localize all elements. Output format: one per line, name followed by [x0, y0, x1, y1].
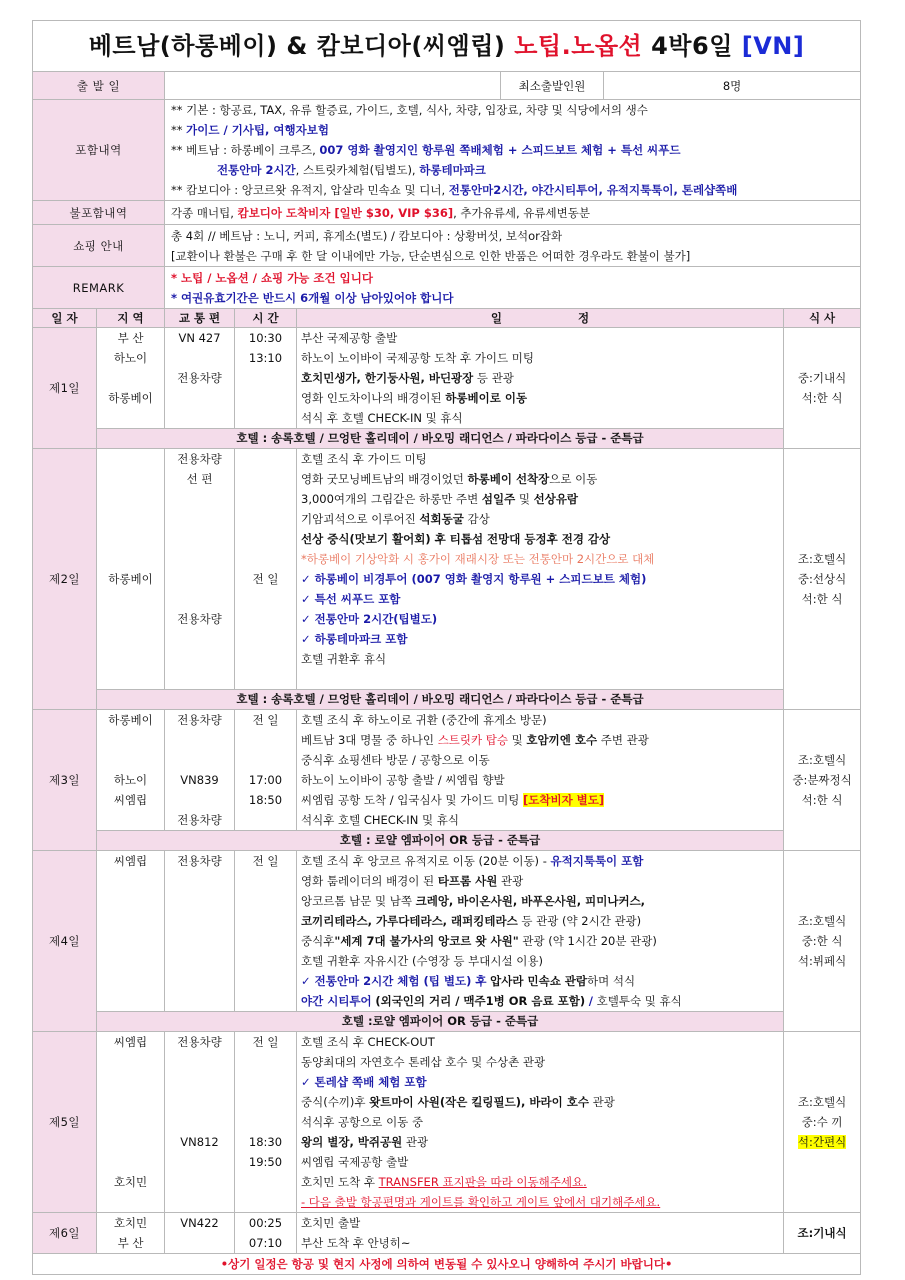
region-cell-line — [101, 750, 160, 770]
header-day: 일 자 — [33, 309, 97, 328]
title-airline: [VN] — [741, 32, 805, 60]
time-cell-line — [239, 1052, 292, 1072]
meal-line: 조:기내식 — [797, 1226, 847, 1240]
schedule-cell — [297, 1213, 784, 1254]
region-cell-line — [101, 1152, 160, 1172]
shopping-line: [교환이나 환불은 구매 후 한 달 이내에만 가능, 단순변심으로 인한 반품은 어떠한 경우라도 환불이 불가] — [171, 248, 691, 263]
schedule-line: 기암괴석으로 이루어진 석회동굴 감상 — [301, 512, 490, 526]
time-cell-line — [239, 951, 292, 971]
transport-cell-line: VN812 — [180, 1135, 219, 1149]
meal-cell — [784, 1213, 861, 1254]
time-cell — [235, 328, 297, 429]
time-cell-line — [239, 1092, 292, 1112]
meal-line: 중:수 끼 — [801, 1115, 843, 1129]
transport-cell-line — [169, 931, 230, 951]
transport-cell-line — [169, 529, 230, 549]
meal-line: 석:간편식 — [797, 1135, 847, 1149]
transport-cell-line — [169, 871, 230, 891]
time-cell-line — [239, 489, 292, 509]
region-cell-line: 하롱베이 — [108, 391, 153, 405]
schedule-cell — [297, 1032, 784, 1213]
time-cell-line — [239, 469, 292, 489]
time-cell-line — [239, 730, 292, 750]
inclusion-line: ** 기본 : 항공료, TAX, 유류 할증료, 가이드, 호텔, 식사, 차량, 입장료, 차량 및 식당에서의 생수 — [171, 103, 648, 117]
meal-cell — [784, 851, 861, 1032]
hotel-row — [33, 1012, 861, 1032]
transport-cell-line — [169, 388, 230, 408]
transport-cell-line: 전용차량 — [177, 813, 222, 827]
footer-notice: •상기 일정은 항공 및 현지 사정에 의하여 변동될 수 있사오니 양해하여 주시기 바랍니다• — [33, 1254, 861, 1275]
schedule-line: ✓ 톤레샵 쪽배 체험 포함 — [301, 1075, 427, 1089]
schedule-line: 영화 굿모닝베트남의 배경이었던 하롱베이 선착장으로 이동 — [301, 472, 598, 486]
time-cell-line — [239, 1112, 292, 1132]
hotel-row — [33, 831, 861, 851]
time-cell-line — [239, 891, 292, 911]
schedule-line: 선상 중식(맛보기 활어회) 후 티톱섬 전망대 등정후 전경 감상 — [301, 532, 611, 546]
transport-cell-line — [169, 1172, 230, 1192]
region-cell — [97, 851, 165, 1012]
day-label: 제3일 — [33, 710, 97, 851]
time-cell-line: 전 일 — [252, 572, 279, 586]
schedule-line: 호텔 조식 후 CHECK-OUT — [301, 1035, 435, 1049]
meal-cell — [784, 449, 861, 710]
region-cell-line — [101, 489, 160, 509]
transport-cell-line — [169, 549, 230, 569]
transport-cell-line: 전용차량 — [177, 612, 222, 626]
time-cell-line: 17:00 — [248, 773, 283, 787]
schedule-line: 호텔 조식 후 앙코르 유적지로 이동 (20분 이동) - 유적지툭툭이 포함 — [301, 854, 644, 868]
exclusions-text: 각종 매너팁, 캄보디아 도착비자 [일반 $30, VIP $36], 추가유류세, 유류세변동분 — [165, 201, 861, 225]
day-label: 제6일 — [33, 1213, 97, 1254]
time-cell-line: 전 일 — [252, 854, 279, 868]
transport-cell-line: 전용차량 — [177, 1035, 222, 1049]
region-cell-line — [101, 368, 160, 388]
meal-line: 중:분짜정식 — [792, 773, 852, 787]
hotel-row — [33, 429, 861, 449]
schedule-line: - 다음 출발 항공편명과 게이트를 확인하고 게이트 앞에서 대기해주세요. — [301, 1195, 661, 1209]
schedule-line: 중식(수끼)후 왓트마이 사원(작은 킬링필드), 바라이 호수 관광 — [301, 1095, 615, 1109]
day-row — [33, 851, 861, 1012]
region-cell-line: 부 산 — [117, 1236, 144, 1250]
schedule-line: 왕의 별장, 박쥐공원 관광 — [301, 1135, 429, 1149]
time-cell-line — [239, 609, 292, 629]
remark-line: * 노팁 / 노옵션 / 쇼핑 가능 조건 입니다 — [171, 270, 373, 285]
meal-line: 중:기내식 — [797, 371, 847, 385]
region-cell-line: 씨엠립 — [113, 854, 148, 868]
time-cell-line: 07:10 — [248, 1236, 283, 1250]
inclusion-line: ** 가이드 / 기사팁, 여행자보험 — [171, 123, 329, 137]
day-row — [33, 449, 861, 690]
schedule-line: 중식후 쇼핑센타 방문 / 공항으로 이동 — [301, 753, 490, 767]
time-cell-line — [239, 388, 292, 408]
region-cell-line — [101, 509, 160, 529]
time-cell-line: 18:50 — [248, 793, 283, 807]
time-cell — [235, 1213, 297, 1254]
time-cell-line — [239, 911, 292, 931]
time-cell-line — [239, 368, 292, 388]
time-cell — [235, 710, 297, 831]
header-region: 지 역 — [97, 309, 165, 328]
header-schedule: 일 정 — [297, 309, 784, 328]
transport-cell-line — [169, 951, 230, 971]
schedule-line: ✓ 전통안마 2시간(팁별도) — [301, 612, 438, 626]
day-label: 제2일 — [33, 449, 97, 710]
schedule-cell — [297, 710, 784, 831]
time-cell-line: 전 일 — [252, 713, 279, 727]
hotel-info: 호텔 : 로얄 엠파이어 OR 등급 - 준특급 — [97, 831, 784, 851]
region-cell-line — [101, 810, 160, 830]
schedule-cell — [297, 449, 784, 690]
exclusions-label: 불포함내역 — [33, 201, 165, 225]
inclusions-label: 포함내역 — [33, 100, 165, 201]
meal-cell — [784, 328, 861, 449]
region-cell-line: 하롱베이 — [108, 713, 153, 727]
region-cell-line — [101, 1092, 160, 1112]
time-cell-line — [239, 589, 292, 609]
transport-cell-line — [169, 669, 230, 689]
time-cell-line — [239, 931, 292, 951]
time-cell-line — [239, 529, 292, 549]
region-cell-line — [101, 469, 160, 489]
schedule-line: 코끼리테라스, 가루다테라스, 래퍼킹테라스 등 관광 (약 2시간 관광) — [301, 914, 642, 928]
remark-text — [165, 267, 861, 309]
meal-line: 석:한 식 — [801, 391, 843, 405]
transport-cell-line: VN 427 — [178, 331, 221, 345]
time-cell — [235, 1032, 297, 1213]
schedule-line: 호치민 출발 — [301, 1216, 361, 1230]
transport-cell-line — [169, 750, 230, 770]
region-cell-line — [101, 549, 160, 569]
transport-cell-line — [169, 589, 230, 609]
schedule-line: 부산 도착 후 안녕히~ — [301, 1236, 411, 1250]
hotel-info: 호텔 : 송록호텔 / 므엉탄 홀리데이 / 바오밍 래디언스 / 파라다이스 등급 - 준특급 — [97, 690, 784, 710]
time-cell-line — [239, 991, 292, 1011]
schedule-line: 하노이 노이바이 공항 출발 / 씨엠립 향발 — [301, 773, 505, 787]
time-cell-line — [239, 750, 292, 770]
hotel-info: 호텔 : 송록호텔 / 므엉탄 홀리데이 / 바오밍 래디언스 / 파라다이스 등급 - 준특급 — [97, 429, 784, 449]
time-cell-line — [239, 649, 292, 669]
region-cell-line — [101, 911, 160, 931]
transport-cell-line — [169, 569, 230, 589]
day-row — [33, 1213, 861, 1254]
transport-cell-line: 전용차량 — [177, 713, 222, 727]
schedule-line: 동양최대의 자연호수 톤레삽 호수 및 수상촌 관광 — [301, 1055, 546, 1069]
meal-cell — [784, 710, 861, 851]
region-cell-line — [101, 1072, 160, 1092]
transport-cell-line — [169, 1112, 230, 1132]
transport-cell-line — [169, 730, 230, 750]
schedule-line: 호치민 도착 후 TRANSFER 표지판을 따라 이동해주세요. — [301, 1175, 587, 1189]
transport-cell-line — [169, 1092, 230, 1112]
region-cell-line — [101, 669, 160, 689]
schedule-line: ✓ 하롱테마파크 포함 — [301, 632, 408, 646]
shopping-line: 총 4회 // 베트남 : 노니, 커피, 휴게소(별도) / 캄보디아 : 상황버섯, 보석or잡화 — [171, 228, 563, 243]
transport-cell — [165, 1032, 235, 1213]
time-cell-line — [239, 509, 292, 529]
transport-cell — [165, 449, 235, 690]
region-cell-line — [101, 589, 160, 609]
schedule-line: 야간 시티투어 (외국인의 거리 / 맥주1병 OR 음료 포함) / 호텔투숙 및 휴식 — [301, 994, 682, 1008]
hotel-row — [33, 690, 861, 710]
transport-cell-line: 전용차량 — [177, 371, 222, 385]
region-cell-line — [101, 1112, 160, 1132]
time-cell-line — [239, 449, 292, 469]
transport-cell — [165, 328, 235, 429]
remark-line: * 여권유효기간은 반드시 6개월 이상 남아있어야 합니다 — [171, 290, 454, 305]
region-cell-line — [101, 971, 160, 991]
schedule-line: ✓ 특선 씨푸드 포함 — [301, 592, 401, 606]
transport-cell-line — [169, 790, 230, 810]
transport-cell-line — [169, 891, 230, 911]
transport-cell-line — [169, 348, 230, 368]
meal-line: 조:호텔식 — [797, 1095, 847, 1109]
schedule-cell — [297, 851, 784, 1012]
day-row — [33, 710, 861, 831]
region-cell-line: 하노이 — [113, 773, 148, 787]
time-cell-line — [239, 810, 292, 830]
inclusion-line: ** 베트남 : 하롱베이 크루즈, 007 영화 촬영지인 항루원 쪽배체험 + 스피드보트 체험 + 특선 씨푸드 — [171, 143, 681, 157]
schedule-cell — [297, 328, 784, 429]
region-cell-line — [101, 449, 160, 469]
time-cell-line: 13:10 — [248, 351, 283, 365]
title-duration: 4박6일 — [651, 32, 733, 60]
schedule-line: 하노이 노이바이 국제공항 도착 후 가이드 미팅 — [301, 351, 535, 365]
transport-cell-line — [169, 1052, 230, 1072]
itinerary-table — [32, 20, 861, 1275]
region-cell-line — [101, 730, 160, 750]
region-cell-line: 씨엠립 — [113, 793, 148, 807]
meal-line: 석:뷔페식 — [797, 954, 847, 968]
schedule-line: ✓ 하롱베이 비경투어 (007 영화 촬영지 항루원 + 스피드보트 체험) — [301, 572, 647, 586]
region-cell-line: 부 산 — [117, 331, 144, 345]
meal-line: 석:한 식 — [801, 793, 843, 807]
transport-cell — [165, 1213, 235, 1254]
region-cell-line — [101, 991, 160, 1011]
time-cell-line: 19:50 — [248, 1155, 283, 1169]
meal-line: 석:한 식 — [801, 592, 843, 606]
min-people-value: 8명 — [604, 72, 861, 100]
time-cell-line — [239, 629, 292, 649]
region-cell-line: 씨엠립 — [113, 1035, 148, 1049]
time-cell-line: 10:30 — [248, 331, 283, 345]
time-cell-line: 전 일 — [252, 1035, 279, 1049]
region-cell-line: 하롱베이 — [108, 572, 153, 586]
day-row — [33, 328, 861, 429]
day-label: 제5일 — [33, 1032, 97, 1213]
transport-cell-line: 전용차량 — [177, 854, 222, 868]
meal-cell — [784, 1032, 861, 1213]
inclusion-line: 전통안마 2시간, 스트릿카체험(팁별도), 하롱테마파크 — [217, 163, 486, 177]
day-label: 제1일 — [33, 328, 97, 449]
time-cell-line — [239, 1172, 292, 1192]
schedule-line: 호텔 조식 후 하노이로 귀환 (중간에 휴게소 방문) — [301, 713, 547, 727]
hotel-info: 호텔 :로얄 엠파이어 OR 등급 - 준특급 — [97, 1012, 784, 1032]
transport-cell-line — [169, 408, 230, 428]
schedule-line: 영화 인도차이나의 배경이된 하롱베이로 이동 — [301, 391, 528, 405]
remark-label: REMARK — [33, 267, 165, 309]
schedule-line: *하롱베이 기상악화 시 홍가이 재래시장 또는 전통안마 2시간으로 대체 — [301, 552, 655, 566]
region-cell-line — [101, 629, 160, 649]
title-main: 베트남(하롱베이) & 캄보디아(씨엠립) — [88, 32, 506, 60]
transport-cell-line: VN422 — [180, 1216, 219, 1230]
schedule-line: 석식후 호텔 CHECK-IN 및 휴식 — [301, 813, 459, 827]
shopping-text — [165, 225, 861, 267]
time-cell-line — [239, 549, 292, 569]
time-cell — [235, 449, 297, 690]
transport-cell-line — [169, 1192, 230, 1212]
region-cell-line — [101, 649, 160, 669]
schedule-line: ✓ 전통안마 2시간 체험 (팁 별도) 후 압사라 민속쇼 관람하며 석식 — [301, 974, 636, 988]
inclusion-line: ** 캄보디아 : 앙코르왓 유적지, 압살라 민속쇼 및 디너, 전통안마2시간, 야간시티투어, 유적지툭툭이, 톤레샵쪽배 — [171, 183, 738, 197]
transport-cell-line — [169, 971, 230, 991]
schedule-line: 호텔 조식 후 가이드 미팅 — [301, 452, 427, 466]
region-cell — [97, 1213, 165, 1254]
region-cell-line — [101, 951, 160, 971]
time-cell-line — [239, 669, 292, 689]
region-cell-line — [101, 931, 160, 951]
region-cell-line — [101, 529, 160, 549]
time-cell-line: 18:30 — [248, 1135, 283, 1149]
transport-cell-line: 전용차량 — [177, 452, 222, 466]
transport-cell-line — [169, 991, 230, 1011]
schedule-line: 3,000여개의 그림같은 하롱만 주변 섬일주 및 선상유람 — [301, 492, 579, 506]
schedule-line: 호치민생가, 한기둥사원, 바딘광장 등 관광 — [301, 371, 514, 385]
region-cell-line — [101, 609, 160, 629]
day-label: 제4일 — [33, 851, 97, 1032]
transport-cell-line — [169, 1233, 230, 1253]
time-cell-line — [239, 408, 292, 428]
region-cell-line — [101, 1192, 160, 1212]
schedule-line: 앙코르톰 남문 및 남쪽 크레앙, 바이온사원, 바푸온사원, 피미나커스, — [301, 894, 646, 908]
inclusions-list — [165, 100, 861, 201]
time-cell-line — [239, 871, 292, 891]
region-cell-line — [101, 871, 160, 891]
region-cell-line — [101, 408, 160, 428]
schedule-line: 석식 후 호텔 CHECK-IN 및 휴식 — [301, 411, 463, 425]
transport-cell-line — [169, 1072, 230, 1092]
transport-cell — [165, 851, 235, 1012]
meal-line: 조:호텔식 — [797, 914, 847, 928]
region-cell — [97, 1032, 165, 1213]
transport-cell-line — [169, 911, 230, 931]
header-transport: 교 통 편 — [165, 309, 235, 328]
transport-cell-line: VN839 — [180, 773, 219, 787]
region-cell-line — [101, 891, 160, 911]
schedule-line: 석식후 공항으로 이동 중 — [301, 1115, 424, 1129]
meal-line: 조:호텔식 — [797, 552, 847, 566]
page-title — [33, 21, 861, 72]
region-cell-line: 호치민 — [113, 1216, 148, 1230]
departure-value — [165, 72, 501, 100]
transport-cell-line — [169, 509, 230, 529]
region-cell — [97, 328, 165, 429]
meal-line: 조:호텔식 — [797, 753, 847, 767]
region-cell-line — [101, 1132, 160, 1152]
transport-cell-line — [169, 629, 230, 649]
region-cell-line: 하노이 — [113, 351, 148, 365]
transport-cell-line — [169, 1152, 230, 1172]
region-cell — [97, 710, 165, 831]
itinerary-sheet — [32, 20, 860, 1275]
header-meal: 식 사 — [784, 309, 861, 328]
region-cell-line: 호치민 — [113, 1175, 148, 1189]
time-cell-line — [239, 1192, 292, 1212]
day-row — [33, 1032, 861, 1213]
time-cell-line — [239, 1072, 292, 1092]
transport-cell-line — [169, 489, 230, 509]
shopping-label: 쇼핑 안내 — [33, 225, 165, 267]
min-people-label: 최소출발인원 — [501, 72, 604, 100]
meal-line: 중:한 식 — [801, 934, 843, 948]
schedule-line: 씨엠립 국제공항 출발 — [301, 1155, 409, 1169]
schedule-line: 호텔 귀환후 휴식 — [301, 652, 387, 666]
schedule-line: 부산 국제공항 출발 — [301, 331, 398, 345]
header-time: 시 간 — [235, 309, 297, 328]
title-no-tip: 노팁.노옵션 — [514, 32, 643, 60]
departure-label: 출 발 일 — [33, 72, 165, 100]
transport-cell-line — [169, 649, 230, 669]
schedule-line: 씨엠립 공항 도착 / 입국심사 및 가이드 미팅 [도착비자 별도] — [301, 793, 605, 807]
time-cell-line — [239, 971, 292, 991]
transport-cell — [165, 710, 235, 831]
time-cell-line: 00:25 — [248, 1216, 283, 1230]
region-cell — [97, 449, 165, 690]
schedule-line: 중식후"세계 7대 불가사의 앙코르 왓 사원" 관광 (약 1시간 20분 관광) — [301, 934, 657, 948]
meal-line: 중:선상식 — [797, 572, 847, 586]
schedule-line: 호텔 귀환후 자유시간 (수영장 등 부대시설 이용) — [301, 954, 543, 968]
region-cell-line — [101, 1052, 160, 1072]
days-body — [33, 328, 861, 1254]
transport-cell-line: 선 편 — [186, 472, 213, 486]
schedule-line: 영화 툼레이더의 배경이 된 타프롬 사원 관광 — [301, 874, 524, 888]
time-cell — [235, 851, 297, 1012]
schedule-line: 베트남 3대 명물 중 하나인 스트릿카 탑승 및 호암끼엔 호수 주변 관광 — [301, 733, 649, 747]
